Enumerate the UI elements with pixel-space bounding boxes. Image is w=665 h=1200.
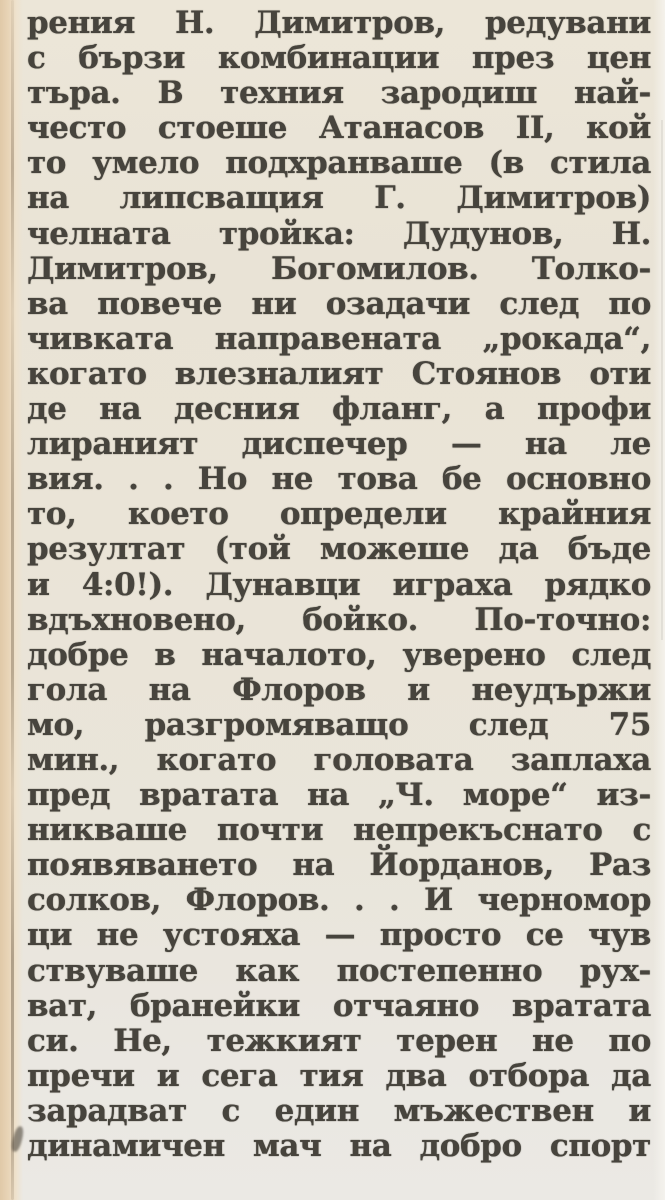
text-line: челната тройка: Дудунов, Н. <box>27 215 651 252</box>
page-right-margin <box>653 0 665 1200</box>
text-line: ва повече ни озадачи след по <box>27 285 651 322</box>
text-line: пред вратата на „Ч. море“ из- <box>27 777 651 814</box>
column-rule <box>11 0 14 1200</box>
text-line: то умело подхранваше (в стила <box>27 145 651 182</box>
text-line: вия. . . Но не това бе основно <box>27 461 651 498</box>
scan-shadow-line <box>661 120 663 640</box>
text-line: лираният диспечер — на ле <box>27 426 651 463</box>
text-line: и 4:0!). Дунавци играха рядко <box>27 566 651 603</box>
text-line: добре в началото, уверено след <box>27 636 651 673</box>
text-line: чивката направената „рокада“, <box>27 320 651 357</box>
article-text-column <box>27 6 651 1164</box>
text-line: често стоеше Атанасов II, кой <box>27 110 651 147</box>
text-line: мо, разгромяващо след 75 <box>27 706 651 743</box>
text-line: мин., когато головата заплаха <box>27 741 651 778</box>
text-line: вдъхновено, бойко. По-точно: <box>27 601 651 638</box>
text-line: зарадват с един мъжествен и <box>27 1092 651 1129</box>
text-line: търа. В техния зародиш най- <box>27 75 651 112</box>
text-line: си. Не, тежкият терен не по <box>27 1022 651 1059</box>
text-line: появяването на Йорданов, Раз <box>27 847 651 884</box>
text-line: рения Н. Димитров, редувани <box>27 5 651 41</box>
text-line: с бързи комбинации през цен <box>27 40 651 77</box>
text-line: де на десния фланг, а профи <box>27 391 651 428</box>
text-line: гола на Флоров и неудържи <box>27 671 651 708</box>
text-line: солков, Флоров. . . И черномор <box>27 882 651 919</box>
text-line: на липсващия Г. Димитров) <box>27 180 651 217</box>
text-line: Димитров, Богомилов. Толко- <box>27 250 651 287</box>
text-line: ци не устояха — просто се чув <box>27 917 651 954</box>
text-line: ват, бранейки отчаяно вратата <box>27 987 651 1024</box>
text-line: то, което определи крайния <box>27 496 651 533</box>
text-line: пречи и сега тия два отбора да <box>27 1057 651 1094</box>
text-line: ствуваше как постепенно рух- <box>27 952 651 989</box>
text-line: когато влезналият Стоянов оти <box>27 355 651 392</box>
text-line: динамичен мач на добро спорт <box>27 1128 651 1164</box>
text-line: резултат (той можеше да бъде <box>27 531 651 568</box>
text-line: никваше почти непрекъснато с <box>27 812 651 849</box>
